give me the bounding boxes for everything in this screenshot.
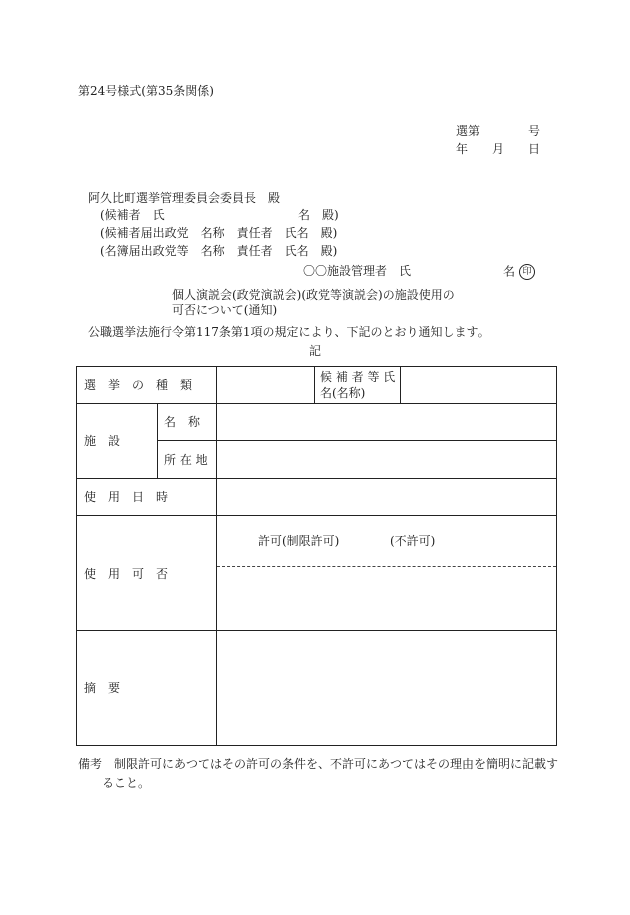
date-day: 日	[528, 142, 541, 156]
sender-name-label	[503, 264, 535, 280]
option-permitted: 許可(制限許可)	[258, 534, 340, 548]
label-election-type	[84, 378, 208, 392]
subject-line-1: 個人演説会(政党演説会)(政党等演説会)の施設使用の	[172, 288, 455, 302]
label-election-type-text: 選 挙 の 種 類	[84, 378, 193, 392]
label-facility-address: 所 在 地	[164, 453, 208, 467]
note-label: 備考	[78, 757, 103, 771]
label-facility: 施 設	[84, 434, 121, 448]
recipient-candidate: (候補者 氏	[100, 208, 165, 222]
recipient-list-party: (名簿届出政党等 名称 責任者 氏名 殿)	[100, 244, 338, 258]
sender-label: 〇〇施設管理者 氏	[303, 264, 412, 278]
label-candidate-line-1: 候 補 者 等 氏	[320, 370, 396, 384]
doc-number-label: 選第	[456, 124, 481, 138]
seal-icon: 印	[519, 264, 535, 280]
permission-divider	[217, 566, 556, 567]
sender-name-text: 名	[503, 264, 516, 279]
note-line-1: 制限許可にあつてはその許可の条件を、不許可にあつてはその理由を簡明に記載す	[114, 757, 559, 771]
date-year: 年	[456, 142, 469, 156]
label-usage-permission: 使 用 可 否	[84, 567, 169, 581]
form-number: 第24号様式(第35条関係)	[78, 84, 214, 98]
recipient-candidate-suffix: 名 殿)	[298, 208, 339, 222]
label-remarks: 摘 要	[84, 681, 121, 695]
recipient-party: (候補者届出政党 名称 責任者 氏名 殿)	[100, 226, 338, 240]
ki-heading: 記	[309, 344, 322, 358]
body-text: 公職選挙法施行令第117条第1項の規定により、下記のとおり通知します。	[88, 325, 490, 339]
addressee: 阿久比町選挙管理委員会委員長 殿	[88, 191, 281, 205]
label-facility-name: 名 称	[164, 415, 201, 429]
doc-number-suffix: 号	[528, 124, 541, 138]
note-line-2: ること。	[102, 776, 151, 790]
option-denied: (不許可)	[390, 534, 436, 548]
subject-line-2: 可否について(通知)	[172, 303, 278, 317]
label-usage-date: 使 用 日 時	[84, 490, 169, 504]
label-candidate-line-2: 名(名称)	[320, 386, 366, 400]
date-month: 月	[492, 142, 505, 156]
